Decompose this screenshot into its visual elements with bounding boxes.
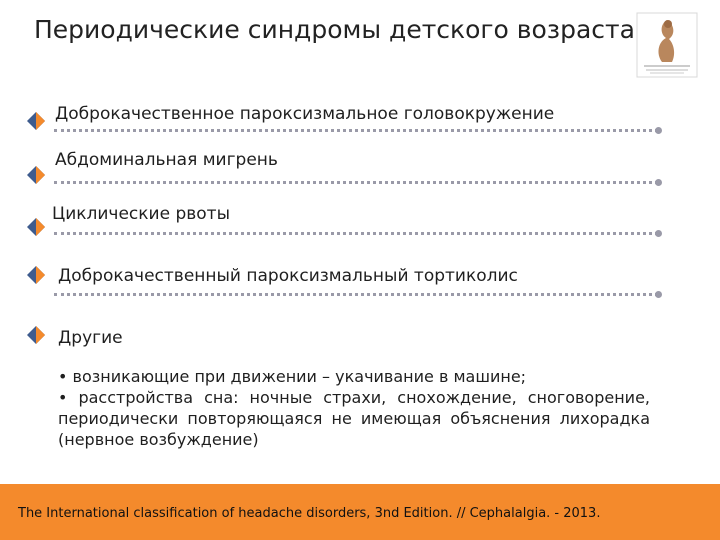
divider-end-dot [655,179,662,186]
slide-title: Периодические синдромы детского возраста [34,15,635,44]
diamond-bullet-icon [27,112,45,130]
dotted-divider [54,181,658,184]
item-label: Доброкачественное пароксизмальное головокружение [55,104,555,124]
list-item [0,100,720,140]
others-details [58,366,650,450]
item-label: Циклические рвоты [52,204,230,224]
item-label: Другие [58,328,123,348]
dotted-divider [54,129,658,132]
dotted-divider [54,232,658,235]
divider-end-dot [655,127,662,134]
list-item [0,322,720,362]
logo-icon [636,12,698,78]
footer-bar [0,484,720,540]
diamond-bullet-icon [27,266,45,284]
dotted-divider [54,293,658,296]
list-item [0,148,720,188]
list-item [0,204,720,244]
list-item [0,262,720,302]
detail-line: • расстройства сна: ночные страхи, снохождение, сноговорение, периодически повторяющаяся не имеющая объяснения лихорадка (нервное возбуждение) [58,388,650,449]
footer-citation: The International classification of headache disorders, 3nd Edition. // Cephalalgia. - 2013. [18,506,601,521]
item-label: Абдоминальная мигрень [55,150,278,170]
diamond-bullet-icon [27,218,45,236]
divider-end-dot [655,291,662,298]
diamond-bullet-icon [27,326,45,344]
detail-line: • возникающие при движении – укачивание в машине; [58,367,527,386]
diamond-bullet-icon [27,166,45,184]
divider-end-dot [655,230,662,237]
item-label: Доброкачественный пароксизмальный тортиколис [58,266,518,286]
